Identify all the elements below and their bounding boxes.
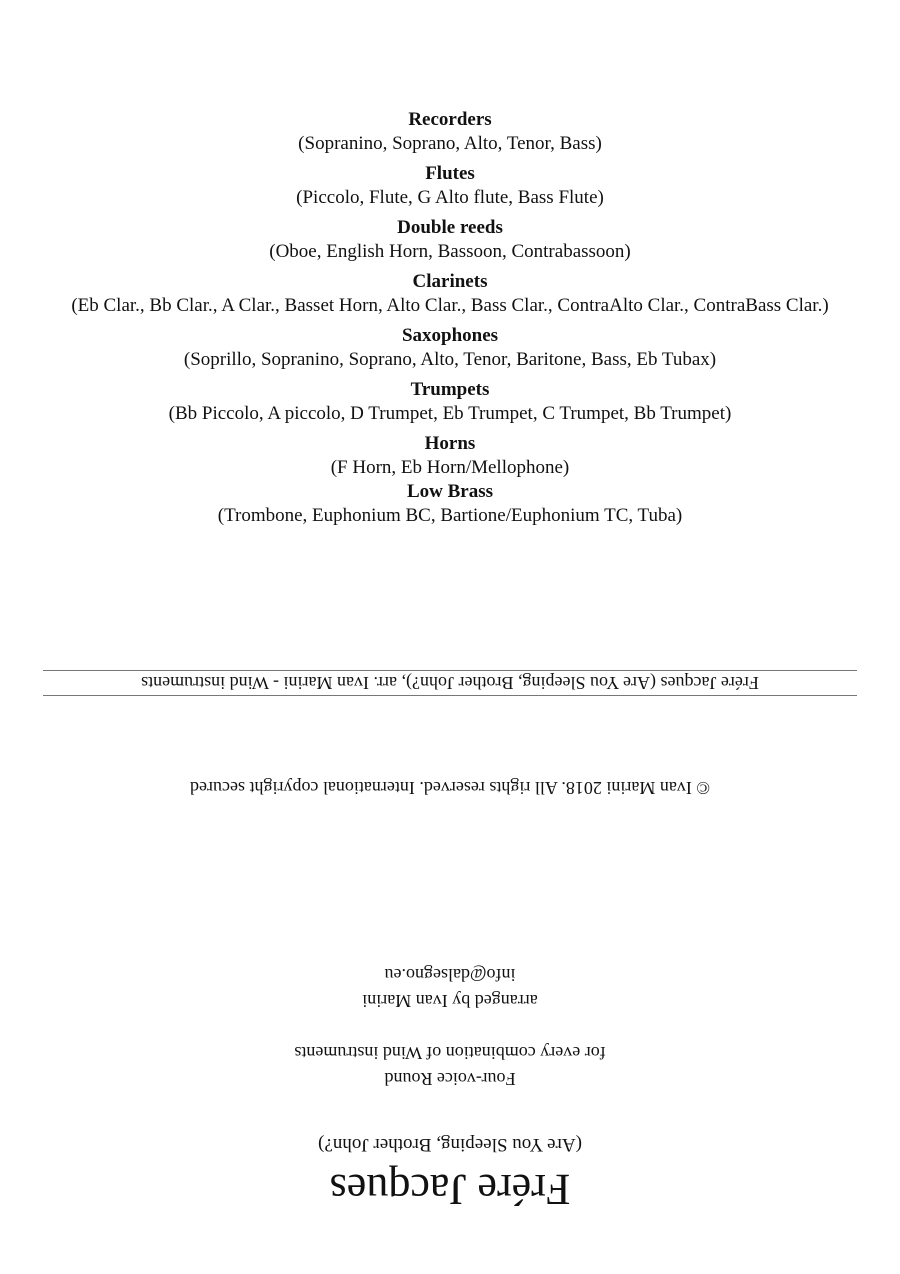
group-horns [0, 432, 900, 480]
arranger-block [0, 962, 900, 1014]
group-list: (Sopranino, Soprano, Alto, Tenor, Bass) [298, 133, 602, 154]
group-double-reeds [0, 216, 900, 264]
group-trumpets [0, 378, 900, 426]
arranger-email: info@dalsegno.eu [384, 965, 516, 985]
group-list: (Soprillo, Sopranino, Soprano, Alto, Tenor, Baritone, Bass, Eb Tubax) [183, 349, 717, 370]
cover-subtitle: (Are You Sleeping, Brother John?) [318, 1134, 582, 1155]
group-list: (Oboe, English Horn, Bassoon, Contrabassoon) [269, 241, 631, 262]
group-list: (Piccolo, Flute, G Alto flute, Bass Flute) [296, 187, 604, 208]
instrument-list [0, 108, 900, 534]
arranger-name: arranged by Ivan Marini [362, 991, 538, 1011]
running-footer: Frére Jacques (Are You Sleeping, Brother John?), arr. Ivan Marini - Wind instruments [43, 670, 857, 696]
description-line: Four-voice Round [384, 1069, 516, 1089]
group-title: Recorders [408, 109, 492, 130]
group-flutes [0, 162, 900, 210]
inverted-cover-section [0, 660, 900, 1274]
group-title: Clarinets [412, 271, 488, 292]
group-recorders [0, 108, 900, 156]
group-title: Double reeds [397, 217, 503, 238]
cover-description [0, 1040, 900, 1092]
group-title: Saxophones [401, 325, 499, 346]
group-saxophones [0, 324, 900, 372]
description-line: for every combination of Wind instruments [294, 1043, 606, 1063]
group-title: Low Brass [406, 481, 494, 502]
group-title: Flutes [425, 163, 475, 184]
copyright-notice: © Ivan Marini 2018. All rights reserved. International copyright secured [189, 778, 711, 798]
group-title: Trumpets [410, 379, 490, 400]
group-list: (F Horn, Eb Horn/Mellophone) [330, 457, 570, 478]
group-list: (Bb Piccolo, A piccolo, D Trumpet, Eb Trumpet, C Trumpet, Bb Trumpet) [168, 403, 732, 424]
group-list: (Trombone, Euphonium BC, Bartione/Euphonium TC, Tuba) [217, 505, 683, 526]
cover-title: Frére Jacques [329, 1165, 571, 1214]
group-list: (Eb Clar., Bb Clar., A Clar., Basset Horn, Alto Clar., Bass Clar., ContraAlto Clar., ContraBass Clar.) [71, 295, 829, 316]
group-clarinets [0, 270, 900, 318]
group-title: Horns [424, 433, 476, 454]
group-low-brass [0, 480, 900, 528]
